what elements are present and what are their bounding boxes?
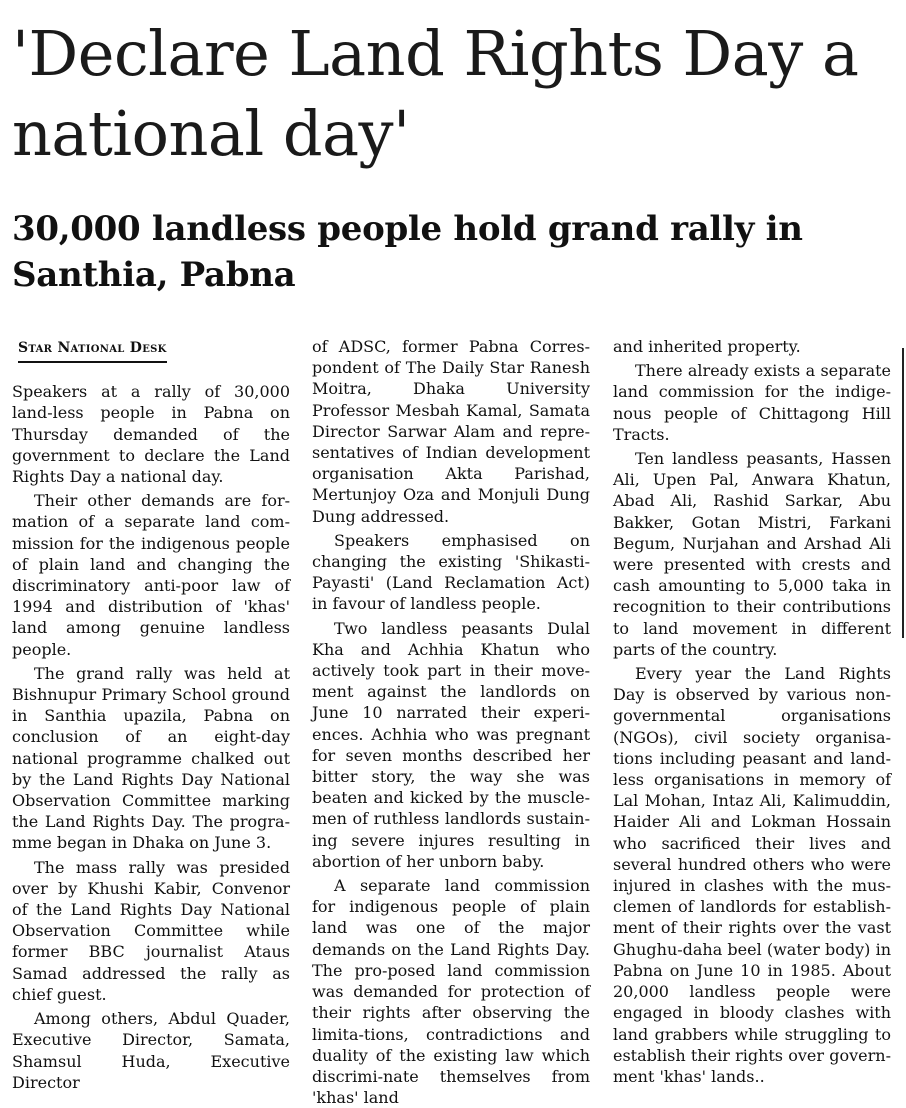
byline [18,338,167,363]
paragraph: Ten landless peasants, Hassen Ali, Upen Pal, Anwara Khatun, Abad Ali, Rashid Sarkar, Abu Bakker, Gotan Mistri, Farkani Begum, Nurjahan and Arshad Ali were presented with crests and cash amounting to 5,000 taka in recognition to their contributions to land movement in different parts of the country. [613,449,891,659]
paragraph: The grand rally was held at Bishnupur Primary School ground in Santhia upazila, Pabna on conclusion of an eight-day national programme chalked out by the Land Rights Day National Observation Committee marking the Land Rights Day. The progra-mme began in Dhaka on June 3. [12,663,290,853]
paragraph: Among others, Abdul Quader, Executive Director, Samata, Shamsul Huda, Executive Director [12,1009,290,1092]
paragraph: There already exists a separate land commission for the indige-nous people of Chittagong Hill Tracts. [613,361,891,444]
paragraph: Two landless peasants Dulal Kha and Achhia Khatun who actively took part in their move-ment against the landlords on June 10 narrated their experi-ences. Achhia who was pregnant for seven months described her bitter story, the way she was beaten and kicked by the muscle-men of ruthless landlords sustain-ing severe injures resulting in abortion of her unborn baby. [312,618,590,871]
paragraph: of ADSC, former Pabna Corres-pondent of The Daily Star Ranesh Moitra, Dhaka University Professor Mesbah Kamal, Samata Director Sarwar Alam and repre-sentatives of Indian development organisation Akta Parishad, Mertunjoy Oza and Monjuli Dung Dung addressed. [312,337,590,526]
paragraph: A separate land commission for indigenous people of plain land was one of the major demands on the Land Rights Day. The pro-posed land commission was demanded for protection of their rights after observing the limita-tions, contradictions and duality of the existing law which discrimi-nate themselves from 'khas' land [312,876,590,1108]
paragraph: The mass rally was presided over by Khushi Kabir, Convenor of the Land Rights Day National Observation Committee while former BBC journalist Ataus Samad addressed the rally as chief guest. [12,857,290,1004]
byline-text: Star National Desk [18,340,167,356]
paragraph: Speakers emphasised on changing the existing 'Shikasti-Payasti' (Land Reclamation Act) in favour of landless people. [312,530,590,614]
paragraph: Their other demands are for-mation of a separate land com-mission for the indigenous people of plain land and changing the discriminatory anti-poor law of 1994 and distribution of 'khas' land among genuine landless people. [12,491,290,659]
article-column-3 [613,336,891,1087]
headline: 'Declare Land Rights Day a national day' [12,17,859,170]
subheadline: 30,000 landless people hold grand rally in Santhia, Pabna [12,209,803,295]
paragraph: Speakers at a rally of 30,000 land-less people in Pabna on Thursday demanded of the government to declare the Land Rights Day a national day. [12,382,290,487]
column-rule [902,348,904,638]
paragraph: and inherited property. [613,337,801,356]
paragraph: Every year the Land Rights Day is observed by various non-governmental organisations (NGOs), civil society organisa-tions including peasant and land-less organisations in memory of Lal Mohan, Intaz Ali, Kalimuddin, Haider Ali and Lokman Hossain who sacrificed their lives and several hundred others who were injured in clashes with the mus-clemen of landlords for establish-ment of their rights over the vast Ghughu-daha beel (water body) in Pabna on June 10 in 1985. About 20,000 landless people were engaged in bloody clashes with land grabbers while struggling to establish their rights over govern-ment 'khas' lands.. [613,664,891,1086]
article-column-2 [312,336,590,1108]
article-column-1 [12,336,290,1093]
